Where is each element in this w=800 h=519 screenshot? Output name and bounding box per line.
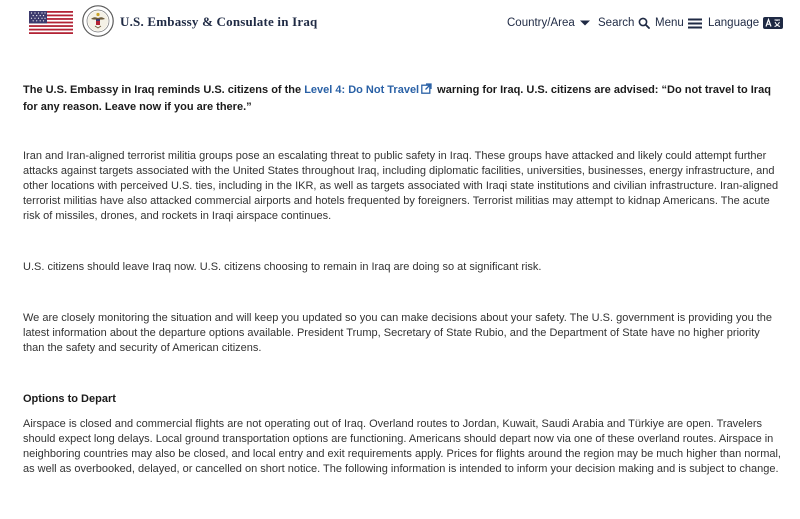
options-heading: Options to Depart — [23, 393, 116, 405]
country-area-label: Country/Area — [507, 17, 575, 29]
lead-text-start: The U.S. Embassy in Iraq reminds U.S. citizens of the — [23, 84, 305, 96]
search-button[interactable] — [598, 17, 650, 29]
monitoring-paragraph: We are closely monitoring the situation and will keep you updated so you can make decisions about your safety. The U.S. government is providing you the latest information about the departure options available. President Trump, Secretary of State Rubio, and the Department of State have no higher priority than the safety and security of American citizens. — [23, 312, 773, 354]
language-label: Language — [708, 17, 760, 29]
country-area-dropdown[interactable] — [507, 17, 591, 29]
caret-down-icon — [579, 19, 591, 27]
menu-button[interactable] — [655, 17, 702, 29]
depart-paragraph: Airspace is closed and commercial flights are not operating out of Iraq. Overland routes to Jordan, Kuwait, Saudi Arabia and Türkiye are open. Travelers should expect long delays. Local ground transportation options are functioning. Americans should depart now via one of these overland routes. Airspace in neighboring countries may also be closed, and local entry and exit requirements apply. Prices for flights around the region may be much higher than normal, as well as overbooked, delayed, or cancelled on short notice. The following information is intended to inform your decision making and is subject to change. — [23, 418, 781, 475]
search-icon — [638, 17, 650, 29]
us-flag-icon[interactable] — [29, 11, 73, 34]
site-header — [0, 0, 800, 48]
travel-advisory-link[interactable] — [304, 84, 434, 96]
menu-label: Menu — [655, 17, 684, 29]
lead-text-end: warning for Iraq. U.S. citizens are advised: “Do not travel to Iraq for any reason. Leave now if you are there.” — [23, 84, 771, 113]
threat-paragraph: Iran and Iran-aligned terrorist militia groups pose an escalating threat to public safety in Iraq. These groups have attacked and likely could attempt further attacks against targets associated with the United States throughout Iraq, including diplomatic facilities, universities, businesses, energy infrastructure, and other locations with perceived U.S. ties, including in the IKR, as well as targets associated with Iraqi state institutions and civilian infrastructure. Iran-aligned terrorist militias have also attacked commercial airports and hotels frequented by foreigners. Terrorist militias may attempt to kidnap Americans. The acute risk of missiles, drones, and rockets in Iraqi airspace continues. — [23, 150, 779, 222]
language-button[interactable] — [708, 17, 783, 29]
language-icon — [763, 17, 783, 29]
department-seal-icon[interactable] — [82, 5, 114, 37]
menu-icon — [688, 18, 702, 29]
search-label: Search — [598, 17, 635, 29]
travel-advisory-link-label: Level 4: Do Not Travel — [304, 84, 420, 96]
site-title[interactable]: U.S. Embassy & Consulate in Iraq — [120, 14, 318, 29]
leave-paragraph: U.S. citizens should leave Iraq now. U.S. citizens choosing to remain in Iraq are doing so at significant risk. — [23, 261, 542, 273]
external-link-icon — [421, 83, 432, 94]
alert-lead — [23, 82, 781, 115]
